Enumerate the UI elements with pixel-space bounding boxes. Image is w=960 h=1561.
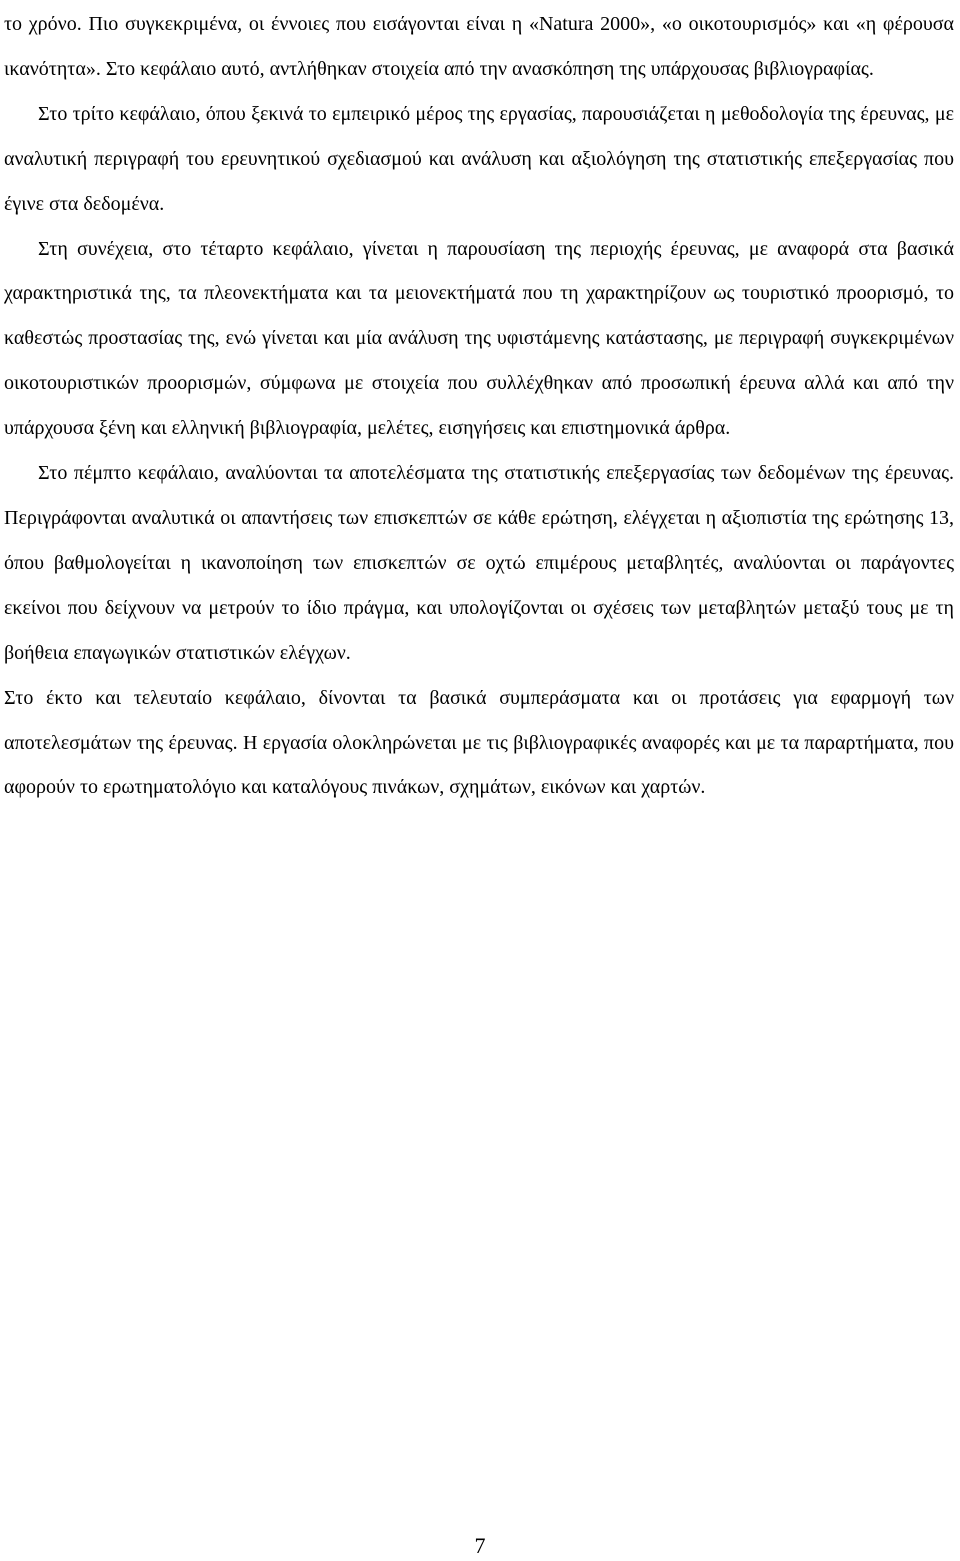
page-number: 7 — [474, 1533, 486, 1558]
paragraph-chapter-four: Στη συνέχεια, στο τέταρτο κεφάλαιο, γίνεται η παρουσίαση της περιοχής έρευνας, με αναφορά στα βασικά χαρακτηριστικά της, τα πλεονεκτήματα και τα μειονεκτήματά που τη χαρακτηρίζουν ως τουριστικό προορισμό, το καθεστώς προστασίας της, ενώ γίνεται και μία ανάλυση της υφιστάμενης κατάστασης, με περιγραφή συγκεκριμένων οικοτουριστικών προορισμών, σύμφωνα με στοιχεία που συλλέχθηκαν από προσωπική έρευνα αλλά και από την υπάρχουσα ξένη και ελληνική βιβλιογραφία, μελέτες, εισηγήσεις και επιστημονικά άρθρα. — [4, 237, 954, 440]
body-text — [4, 2, 954, 810]
paragraph-chapter-six: Στο έκτο και τελευταίο κεφάλαιο, δίνονται τα βασικά συμπεράσματα και οι προτάσεις για εφαρμογή των αποτελεσμάτων της έρευνας. Η εργασία ολοκληρώνεται με τις βιβλιογραφικές αναφορές και με τα παραρτήματα, που αφορούν το ερωτηματολόγιο και καταλόγους πινάκων, σχημάτων, εικόνων και χαρτών. — [4, 686, 954, 799]
paragraph-intro-continuation: το χρόνο. Πιο συγκεκριμένα, οι έννοιες που εισάγονται είναι η «Natura 2000», «ο οικοτουρισμός» και «η φέρουσα ικανότητα». Στο κεφάλαιο αυτό, αντλήθηκαν στοιχεία από την ανασκόπηση της υπάρχουσας βιβλιογραφίας. — [4, 13, 954, 80]
paragraph-chapter-three: Στο τρίτο κεφάλαιο, όπου ξεκινά το εμπειρικό μέρος της εργασίας, παρουσιάζεται η μεθοδολογία της έρευνας, με αναλυτική περιγραφή του ερευνητικού σχεδιασμού και ανάλυση και αξιολόγηση της στατιστικής επεξεργασίας που έγινε στα δεδομένα. — [4, 102, 954, 215]
paragraph-chapter-five: Στο πέμπτο κεφάλαιο, αναλύονται τα αποτελέσματα της στατιστικής επεξεργασίας των δεδομένων της έρευνας. Περιγράφονται αναλυτικά οι απαντήσεις των επισκεπτών σε κάθε ερώτηση, ελέγχεται η αξιοπιστία της ερώτησης 13, όπου βαθμολογείται η ικανοποίηση των επισκεπτών σε οχτώ επιμέρους μεταβλητές, αναλύονται οι παράγοντες εκείνοι που δείχνουν να μετρούν το ίδιο πράγμα, και υπολογίζονται οι σχέσεις των μεταβλητών μεταξύ τους με τη βοήθεια επαγωγικών στατιστικών ελέγχων. — [4, 462, 954, 664]
